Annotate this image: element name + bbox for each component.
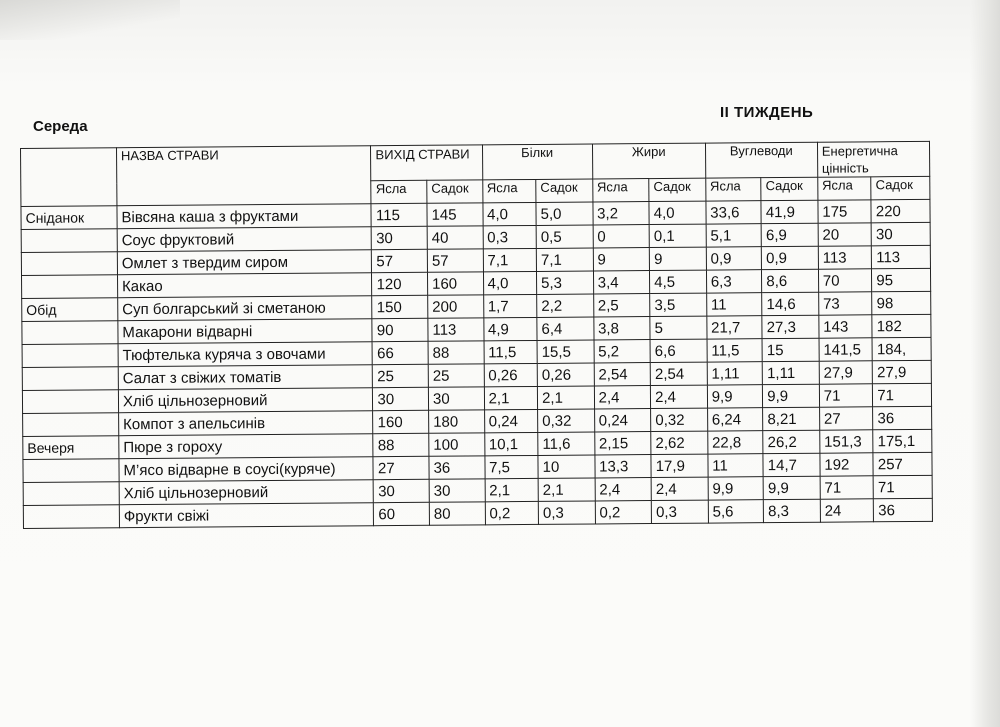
fat-nursery-cell: 2,15 [594, 432, 651, 455]
protein-kindergarten-cell: 15,5 [537, 340, 594, 363]
meal-cell [22, 344, 118, 368]
yield-kindergarten-cell: 88 [428, 341, 484, 364]
yield-nursery-cell: 150 [372, 295, 428, 318]
fat-nursery-cell: 0 [593, 225, 650, 248]
carbs-nursery-cell: 5,6 [708, 500, 764, 523]
yield-nursery-cell: 160 [373, 410, 429, 433]
dish-name-cell: Хліб цільнозерновий [119, 480, 374, 505]
yield-kindergarten-cell: 100 [429, 433, 485, 456]
fat-nursery-cell: 0,24 [594, 409, 651, 432]
dish-name-cell: Хліб цільнозерновий [118, 388, 373, 413]
fat-kindergarten-cell: 3,5 [650, 293, 707, 316]
protein-nursery-cell: 1,7 [483, 294, 537, 317]
dish-name-cell: Вівсяна каша з фруктами [117, 204, 372, 229]
carbs-kindergarten-cell: 8,6 [762, 269, 819, 292]
carbs-nursery-cell: 6,3 [706, 270, 762, 293]
protein-header: Білки [482, 144, 592, 180]
day-title: Середа [33, 118, 88, 135]
protein-nursery: Ясла [482, 179, 536, 202]
protein-kindergarten-cell: 0,32 [538, 409, 595, 432]
dish-name-cell: Тюфтелька куряча з овочами [118, 342, 373, 367]
energy-kindergarten: Садок [871, 176, 930, 199]
carbs-nursery-cell: 9,9 [708, 477, 764, 500]
fat-kindergarten-cell: 0,3 [651, 500, 708, 523]
fat-kindergarten-cell: 4,0 [649, 201, 706, 224]
energy-nursery-cell: 71 [820, 476, 874, 499]
yield-nursery-cell: 30 [373, 387, 429, 410]
yield-nursery-cell: 57 [372, 249, 428, 272]
yield-nursery-cell: 25 [373, 364, 429, 387]
menu-table [20, 141, 933, 529]
energy-nursery-cell: 71 [819, 384, 873, 407]
dish-name-cell: Компот з апельсинів [119, 411, 374, 436]
fat-nursery-cell: 9 [593, 248, 650, 271]
energy-nursery-cell: 27,9 [819, 361, 873, 384]
fat-kindergarten-cell: 9 [649, 247, 706, 270]
protein-nursery-cell: 0,24 [484, 409, 538, 432]
protein-nursery-cell: 0,2 [485, 501, 539, 524]
carbs-nursery-cell: 6,24 [707, 408, 763, 431]
meal-cell: Сніданок [21, 206, 117, 230]
carbs-kindergarten-cell: 41,9 [761, 200, 818, 223]
energy-nursery-cell: 192 [820, 453, 874, 476]
page-corner-fold [0, 0, 180, 40]
carbs-kindergarten-cell: 9,9 [763, 476, 820, 499]
fat-nursery-cell: 2,4 [595, 478, 652, 501]
protein-kindergarten-cell: 7,1 [536, 248, 593, 271]
carbs-nursery-cell: 5,1 [706, 224, 762, 247]
yield-kindergarten-cell: 30 [429, 479, 485, 502]
meal-cell [22, 367, 118, 391]
meal-cell [22, 390, 118, 414]
carbs-kindergarten-cell: 14,7 [763, 453, 820, 476]
carbs-kindergarten-cell: 27,3 [762, 315, 819, 338]
protein-nursery-cell: 2,1 [485, 478, 539, 501]
dish-name-cell: Макарони відварні [118, 319, 373, 344]
fat-kindergarten-cell: 2,4 [651, 385, 708, 408]
meal-cell [22, 321, 118, 345]
carbs-nursery-cell: 22,8 [707, 431, 763, 454]
carbs-kindergarten-cell: 0,9 [762, 246, 819, 269]
fat-kindergarten-cell: 0,1 [649, 224, 706, 247]
protein-kindergarten-cell: 6,4 [537, 317, 594, 340]
protein-kindergarten-cell: 0,3 [538, 501, 595, 524]
dish-name-cell: Какао [117, 273, 372, 298]
energy-kindergarten-cell: 175,1 [873, 429, 932, 452]
fat-nursery-cell: 5,2 [594, 340, 651, 363]
energy-kindergarten-cell: 71 [873, 475, 932, 498]
fat-header: Жири [592, 143, 705, 179]
energy-header: Енергетична цінність [817, 141, 929, 177]
protein-kindergarten: Садок [536, 179, 593, 202]
week-title: II ТИЖДЕНЬ [720, 104, 814, 121]
carbs-nursery-cell: 11,5 [707, 339, 763, 362]
yield-kindergarten: Садок [427, 180, 483, 203]
meal-header [21, 148, 117, 207]
carbs-nursery-cell: 11 [708, 454, 764, 477]
carbs-kindergarten-cell: 1,11 [762, 361, 819, 384]
dish-name-cell: Соус фруктовий [117, 227, 372, 252]
dish-name-cell: М’ясо відварне в соусі(куряче) [119, 457, 374, 482]
energy-kindergarten-cell: 71 [873, 383, 932, 406]
protein-kindergarten-cell: 5,0 [536, 202, 593, 225]
dish-name-cell: Фрукти свіжі [119, 503, 374, 528]
energy-kindergarten-cell: 113 [872, 245, 931, 268]
fat-kindergarten-cell: 4,5 [650, 270, 707, 293]
fat-kindergarten-cell: 17,9 [651, 454, 708, 477]
protein-kindergarten-cell: 0,26 [537, 363, 594, 386]
yield-kindergarten-cell: 57 [427, 249, 483, 272]
dish-header: НАЗВА СТРАВИ [116, 146, 371, 206]
dish-name-cell: Суп болгарський зі сметаною [118, 296, 373, 321]
meal-cell: Вечеря [23, 436, 119, 460]
yield-kindergarten-cell: 113 [428, 318, 484, 341]
dish-name-cell: Пюре з гороху [119, 434, 374, 459]
protein-nursery-cell: 7,5 [484, 455, 538, 478]
protein-kindergarten-cell: 11,6 [538, 432, 595, 455]
energy-nursery-cell: 70 [818, 269, 872, 292]
energy-nursery-cell: 143 [819, 315, 873, 338]
yield-nursery: Ясла [371, 180, 427, 203]
protein-kindergarten-cell: 2,1 [538, 478, 595, 501]
yield-kindergarten-cell: 40 [427, 226, 483, 249]
carbs-kindergarten-cell: 26,2 [763, 430, 820, 453]
energy-nursery-cell: 175 [818, 200, 872, 223]
fat-nursery-cell: 13,3 [595, 455, 652, 478]
yield-kindergarten-cell: 200 [428, 295, 484, 318]
meal-cell [21, 252, 117, 276]
protein-nursery-cell: 0,3 [483, 225, 537, 248]
energy-kindergarten-cell: 257 [873, 452, 932, 475]
protein-kindergarten-cell: 2,1 [537, 386, 594, 409]
energy-nursery-cell: 151,3 [820, 430, 874, 453]
energy-nursery-cell: 73 [818, 292, 872, 315]
meal-cell [23, 505, 119, 529]
fat-kindergarten-cell: 2,62 [651, 431, 708, 454]
yield-kindergarten-cell: 30 [428, 387, 484, 410]
yield-kindergarten-cell: 25 [428, 364, 484, 387]
yield-nursery-cell: 27 [373, 456, 429, 479]
meal-cell [22, 275, 118, 299]
fat-kindergarten-cell: 2,4 [651, 477, 708, 500]
yield-nursery-cell: 120 [372, 272, 428, 295]
energy-kindergarten-cell: 30 [871, 222, 930, 245]
fat-kindergarten-cell: 5 [650, 316, 707, 339]
carbs-kindergarten-cell: 9,9 [763, 384, 820, 407]
yield-nursery-cell: 88 [373, 433, 429, 456]
fat-nursery-cell: 3,8 [593, 317, 650, 340]
energy-nursery-cell: 141,5 [819, 338, 873, 361]
yield-kindergarten-cell: 36 [429, 456, 485, 479]
fat-nursery: Ясла [592, 179, 649, 202]
carbs-nursery-cell: 11 [706, 293, 762, 316]
energy-kindergarten-cell: 182 [872, 314, 931, 337]
carbs-nursery-cell: 9,9 [707, 385, 763, 408]
energy-kindergarten-cell: 220 [871, 199, 930, 222]
meal-cell [23, 413, 119, 437]
yield-kindergarten-cell: 80 [429, 502, 485, 525]
protein-nursery-cell: 7,1 [483, 248, 537, 271]
carbs-kindergarten-cell: 14,6 [762, 292, 819, 315]
yield-kindergarten-cell: 180 [429, 410, 485, 433]
protein-nursery-cell: 2,1 [484, 386, 538, 409]
carbs-nursery-cell: 21,7 [707, 316, 763, 339]
yield-header: ВИХІД СТРАВИ [371, 145, 482, 181]
carbs-nursery-cell: 33,6 [706, 201, 762, 224]
fat-kindergarten-cell: 2,54 [650, 362, 707, 385]
fat-nursery-cell: 0,2 [595, 501, 652, 524]
energy-nursery-cell: 20 [818, 223, 872, 246]
carbs-kindergarten: Садок [761, 177, 818, 200]
energy-kindergarten-cell: 184, [872, 337, 931, 360]
energy-kindergarten-cell: 36 [873, 406, 932, 429]
energy-nursery-cell: 113 [818, 246, 872, 269]
carbs-header: Вуглеводи [705, 142, 817, 178]
carbs-kindergarten-cell: 8,3 [764, 499, 821, 522]
page-edge-shadow [970, 0, 1000, 727]
yield-nursery-cell: 30 [372, 226, 428, 249]
fat-kindergarten-cell: 6,6 [650, 339, 707, 362]
yield-nursery-cell: 90 [372, 318, 428, 341]
energy-nursery-cell: 27 [819, 407, 873, 430]
energy-kindergarten-cell: 27,9 [873, 360, 932, 383]
energy-kindergarten-cell: 98 [872, 291, 931, 314]
protein-nursery-cell: 11,5 [484, 340, 538, 363]
fat-nursery-cell: 3,4 [593, 271, 650, 294]
meal-cell [23, 459, 119, 483]
yield-nursery-cell: 30 [374, 479, 430, 502]
energy-kindergarten-cell: 36 [874, 498, 933, 521]
carbs-kindergarten-cell: 6,9 [761, 223, 818, 246]
fat-nursery-cell: 2,5 [593, 294, 650, 317]
protein-kindergarten-cell: 2,2 [537, 294, 594, 317]
yield-nursery-cell: 60 [374, 502, 430, 525]
energy-kindergarten-cell: 95 [872, 268, 931, 291]
protein-kindergarten-cell: 5,3 [537, 271, 594, 294]
fat-nursery-cell: 3,2 [593, 202, 650, 225]
protein-kindergarten-cell: 10 [538, 455, 595, 478]
carbs-nursery-cell: 0,9 [706, 247, 762, 270]
carbs-kindergarten-cell: 8,21 [763, 407, 820, 430]
table-body [21, 199, 933, 528]
protein-nursery-cell: 4,0 [483, 271, 537, 294]
fat-kindergarten-cell: 0,32 [651, 408, 708, 431]
dish-name-cell: Омлет з твердим сиром [117, 250, 372, 275]
meal-cell [21, 229, 117, 253]
fat-nursery-cell: 2,4 [594, 386, 651, 409]
yield-nursery-cell: 66 [372, 341, 428, 364]
carbs-nursery: Ясла [705, 178, 761, 201]
carbs-kindergarten-cell: 15 [762, 338, 819, 361]
yield-kindergarten-cell: 160 [427, 272, 483, 295]
yield-kindergarten-cell: 145 [427, 203, 483, 226]
yield-nursery-cell: 115 [371, 203, 427, 226]
dish-name-cell: Салат з свіжих томатів [118, 365, 373, 390]
protein-nursery-cell: 4,9 [483, 317, 537, 340]
protein-nursery-cell: 4,0 [482, 202, 536, 225]
protein-nursery-cell: 0,26 [484, 363, 538, 386]
energy-nursery-cell: 24 [820, 499, 874, 522]
fat-kindergarten: Садок [649, 178, 706, 201]
meal-cell: Обід [22, 298, 118, 322]
protein-kindergarten-cell: 0,5 [536, 225, 593, 248]
protein-nursery-cell: 10,1 [484, 432, 538, 455]
carbs-nursery-cell: 1,11 [707, 362, 763, 385]
fat-nursery-cell: 2,54 [594, 363, 651, 386]
meal-cell [23, 482, 119, 506]
energy-nursery: Ясла [818, 177, 872, 200]
